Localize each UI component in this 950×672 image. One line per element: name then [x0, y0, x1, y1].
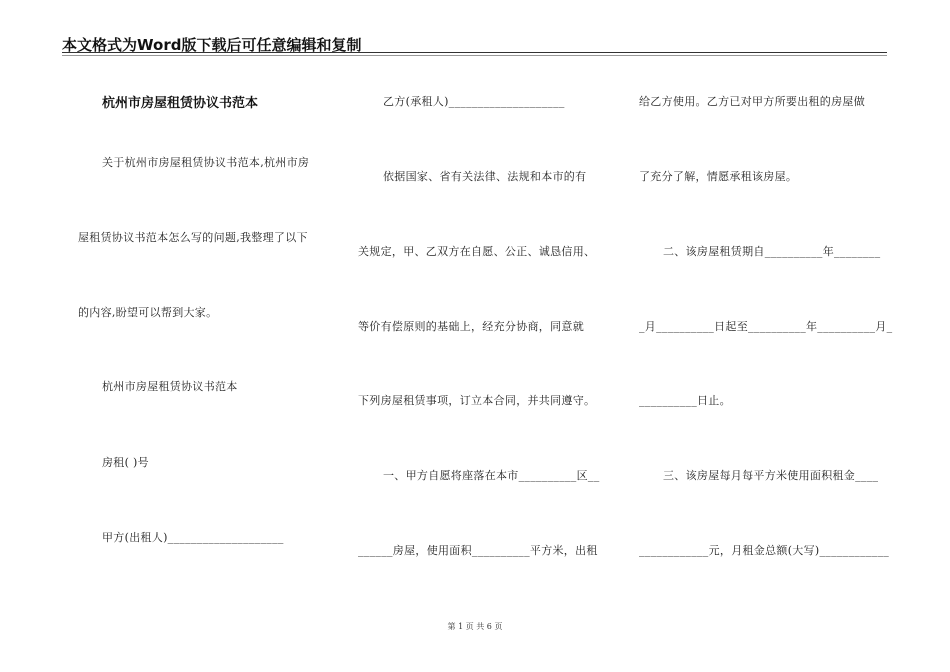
- col2-line-4: 等价有偿原则的基础上，经充分协商，同意就: [358, 320, 584, 333]
- col3-line-7: ____________元，月租金总额(大写)____________: [639, 544, 890, 557]
- col3-line-1: 给乙方使用。乙方已对甲方所要出租的房屋做: [639, 95, 865, 108]
- col3-line-6: 三、该房屋每月每平方米使用面积租金____: [663, 469, 879, 482]
- header-divider: [62, 52, 887, 53]
- col1-line-5: 房租( )号: [102, 456, 149, 469]
- col1-line-6: 甲方(出租人)____________________: [102, 531, 284, 544]
- col3-line-3: 二、该房屋租赁期自__________年________: [663, 245, 881, 258]
- col1-line-1: 关于杭州市房屋租赁协议书范本,杭州市房: [102, 156, 310, 169]
- col2-line-6: 一、甲方自愿将座落在本市__________区__: [383, 469, 600, 482]
- page-number: 第 1 页 共 6 页: [447, 622, 503, 631]
- col2-line-5: 下列房屋租赁事项，订立本合同，并共同遵守。: [358, 394, 596, 407]
- col1-line-2: 屋租赁协议书范本怎么写的问题,我整理了以下: [78, 231, 308, 244]
- header-divider-secondary: [62, 55, 887, 56]
- col3-line-4: _月__________日起至__________年__________月_: [639, 320, 893, 333]
- col2-line-2: 依据国家、省有关法律、法规和本市的有: [383, 170, 587, 183]
- document-title: 杭州市房屋租赁协议书范本: [102, 96, 259, 111]
- col3-line-5: __________日止。: [639, 394, 731, 407]
- col3-line-2: 了充分了解，情愿承租该房屋。: [639, 170, 798, 183]
- col2-line-1: 乙方(承租人)____________________: [383, 95, 565, 108]
- document-header: 本文格式为Word版下载后可任意编辑和复制: [62, 36, 362, 54]
- col1-line-3: 的内容,盼望可以帮到大家。: [78, 306, 218, 319]
- col2-line-7: ______房屋，使用面积__________平方米，出租: [358, 544, 598, 557]
- col1-line-4: 杭州市房屋租赁协议书范本: [102, 380, 238, 393]
- col2-line-3: 关规定，甲、乙双方在自愿、公正、诚恳信用、: [358, 245, 596, 258]
